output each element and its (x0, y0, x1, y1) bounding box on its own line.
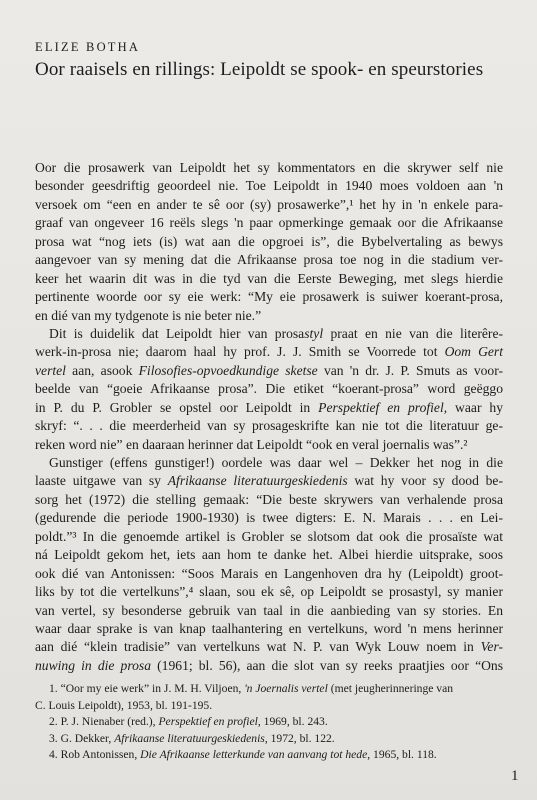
body-line: ná Leipoldt gekom het, iets aan hom te danke het. Albei hierdie uitsprake, soos (35, 547, 503, 563)
body-line: skryf: “. . . die meerderheid van sy prosageskrifte kan nie tot die literatuur ge- (35, 418, 503, 434)
body-line: versoek om “een en ander te sê oor (sy) prosawerke”,¹ het hy in 'n enkele para- (35, 196, 503, 212)
body-line: van vertel, sy besonderse gebruik van taal in die aanbieding van sy stories. En (35, 602, 503, 618)
body-line: Dit is duidelik dat Leipoldt hier van prosastyl praat en nie van die literêre- (49, 325, 503, 341)
body-line: liks by tot die vertelkuns”,⁴ slaan, sou ek sê, op Leipoldt se prosastyl, sy manier (35, 584, 503, 600)
page-number: 1 (511, 768, 519, 784)
body-line: in P. du P. Grobler se opstel oor Leipoldt in Perspektief en profiel, waar hy (35, 399, 503, 415)
body-line: besonder geesdriftig geoordeel nie. Toe Leipoldt in 1940 moes voldoen aan 'n (35, 178, 503, 194)
body-line: reken word nie” en daaraan herinner dat Leipoldt “ook en veral joernalis was”.² (35, 436, 468, 452)
body-line: vertel aan, asook Filosofies-opvoedkundige sketse van 'n dr. J. P. Smuts as voor- (35, 362, 503, 378)
article-title: Oor raaisels en rillings: Leipoldt se spook- en speurstories (35, 59, 484, 80)
body-line: Oor die prosawerk van Leipoldt het sy kommentators en die skrywer self nie (35, 160, 503, 175)
body-line: prosa wat “nog iets (is) wat aan die opgroei is”, die Bybelvertaling as bewys (35, 233, 503, 249)
author-name: ELIZE BOTHA (35, 40, 141, 54)
body-line: pertinente woorde oor sy eie werk: “My eie prosawerk is suiwer koerant-prosa, (35, 289, 503, 305)
footnote: 3. G. Dekker, Afrikaanse literatuurgeskiedenis, 1972, bl. 122. (49, 731, 335, 745)
body-line: graaf van ongeveer 16 reëls slegs 'n paar opmerkinge gemaak oor die Afrikaanse (35, 215, 503, 231)
body-line: (gedurende die periode 1900-1930) is twee digters: E. N. Marais . . . en Lei- (35, 510, 503, 526)
body-line: werk-in-prosa nie; daarom haal hy prof. J. J. Smith se Voorrede tot Oom Gert (35, 344, 503, 360)
body-line: laaste uitgawe van sy Afrikaanse literatuurgeskiedenis wat hy voor sy dood be- (35, 473, 503, 489)
footnote: 4. Rob Antonissen, Die Afrikaanse letterkunde van aanvang tot hede, 1965, bl. 118. (49, 748, 437, 762)
footnotes (35, 681, 503, 764)
footnote-continuation: C. Louis Leipoldt), 1953, bl. 191-195. (35, 698, 213, 712)
body-line: ook dié van Antonissen: “Soos Marais en Langenhoven dra hy (Leipoldt) groot- (35, 565, 503, 581)
body-line: beelde van “goeie Afrikaanse prosa”. Die etiket “koerant-prosa” word geëggo (35, 381, 503, 397)
body-line: sorg het (1972) die stelling gemaak: “Die beste skrywers van verhalende prosa (35, 491, 503, 507)
footnote: 1. “Oor my eie werk” in J. M. H. Viljoen, 'n Joernalis vertel (met jeugherinneringe van (49, 682, 454, 695)
body-text (35, 159, 503, 675)
body-line: Gunstiger (effens gunstiger!) oordele was daar wel – Dekker het nog in die (49, 455, 503, 470)
footnote: 2. P. J. Nienaber (red.), Perspektief en profiel, 1969, bl. 243. (49, 715, 328, 729)
body-line: en dié van my tydgenote is nie beter nie.” (35, 307, 262, 323)
body-line: aan dié “klein tradisie” van vertelkuns wat N. P. van Wyk Louw noem in Ver- (35, 639, 503, 655)
body-line: keer het waarin dit was in die tyd van die Eerste Beweging, met slegs hierdie (35, 270, 503, 286)
body-line: waar daar sprake is van knap taalhantering en vertelkuns, word 'n mens herinner (35, 620, 503, 636)
body-line: nuwing in die prosa (1961; bl. 56), aan die slot van sy reeks praatjies oor “Ons (35, 657, 504, 673)
body-line: aangevoer van sy mening dat die Afrikaanse prosa toe nog in die stadium ver- (35, 252, 503, 268)
body-line: poldt.”³ In die genoemde artikel is Grobler se slotsom dat ook die prosaïste wat (35, 528, 503, 544)
